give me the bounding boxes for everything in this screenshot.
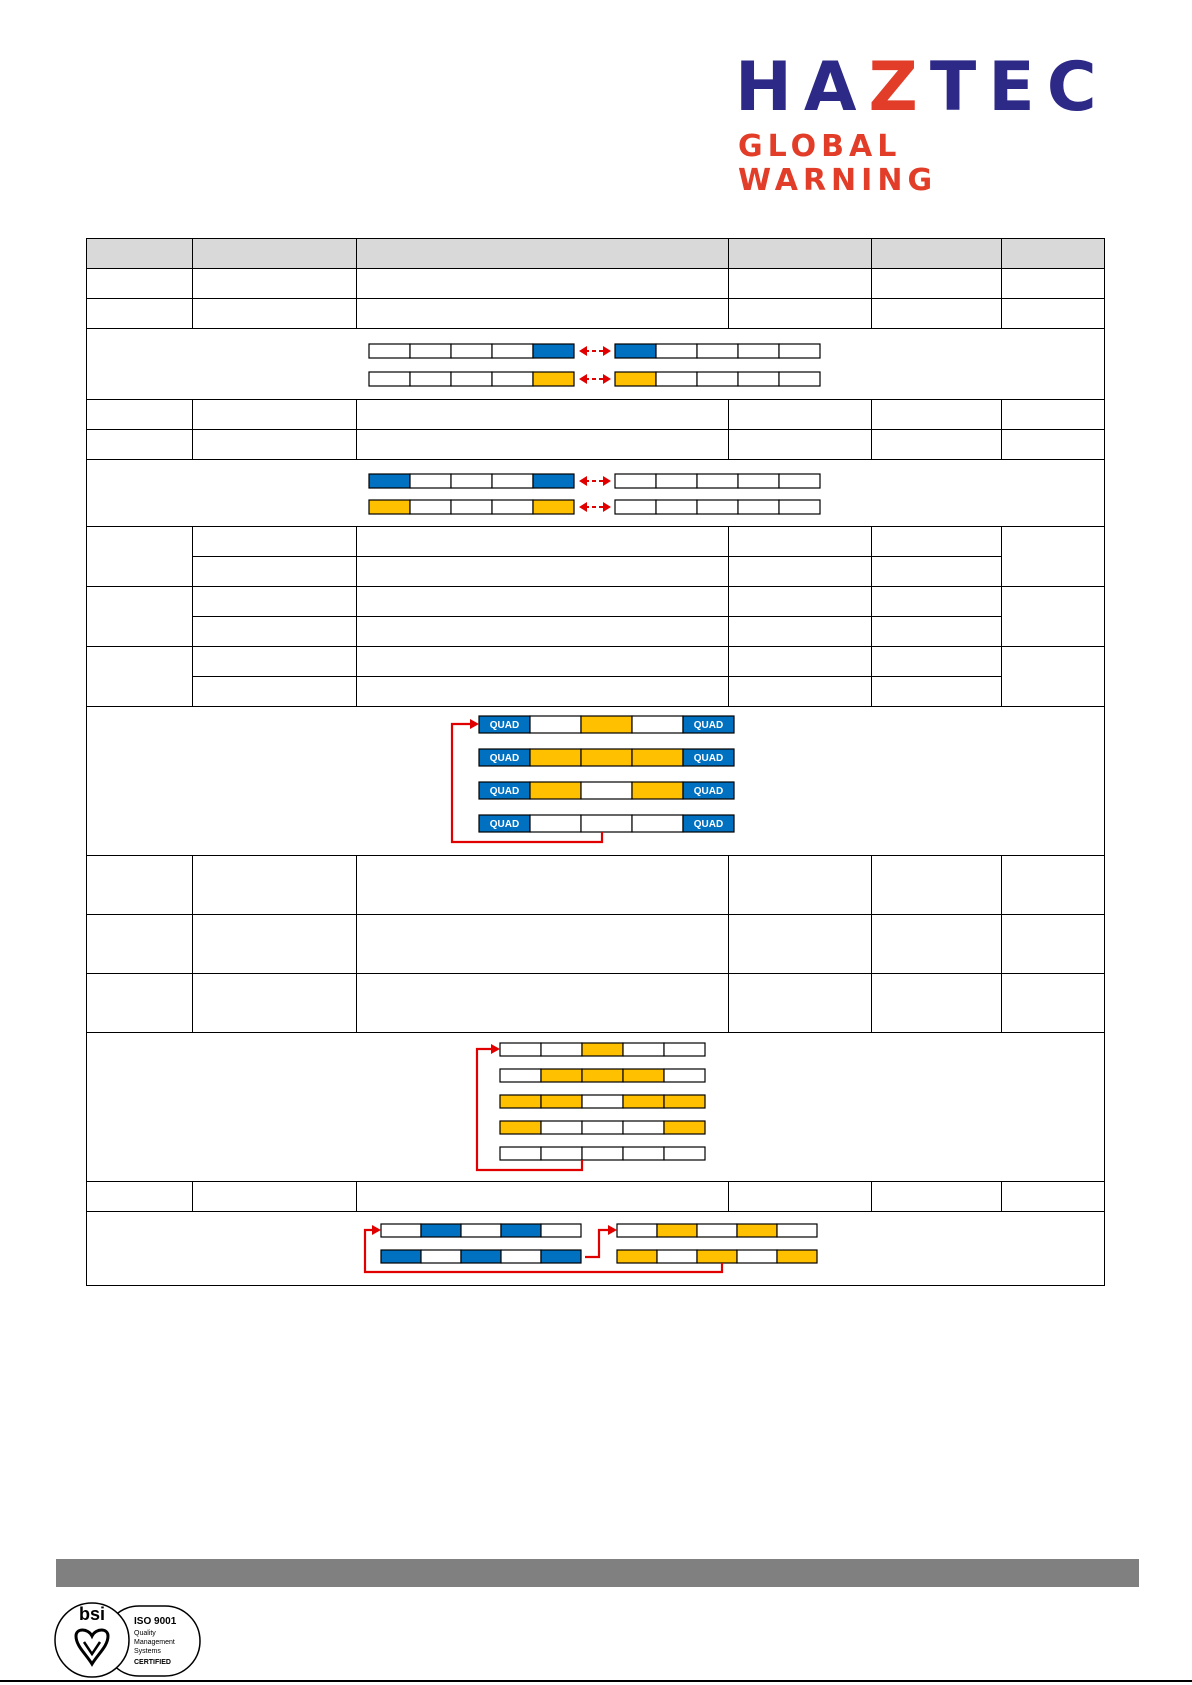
table-cell bbox=[729, 400, 872, 430]
table-cell bbox=[1002, 856, 1105, 915]
blue-strip-left-segment bbox=[369, 344, 410, 358]
quad-middle-segment bbox=[530, 815, 581, 832]
blue-strip-left-segment bbox=[410, 474, 451, 488]
table-cell bbox=[193, 557, 357, 587]
quad-middle-segment bbox=[632, 749, 683, 766]
sequence-strip-segment bbox=[582, 1147, 623, 1160]
sequence-strip-segment bbox=[623, 1121, 664, 1134]
amber-strip-right-segment bbox=[615, 500, 656, 514]
amber-strip-left-segment bbox=[369, 372, 410, 386]
table-cell bbox=[872, 974, 1002, 1033]
amber-strip-bottom-segment bbox=[657, 1250, 697, 1263]
expanding-sequence-diagram bbox=[87, 1033, 1105, 1181]
arrow-head-left bbox=[579, 502, 587, 512]
arrow-head-left bbox=[579, 346, 587, 356]
header-cell bbox=[357, 239, 729, 269]
table-cell bbox=[357, 856, 729, 915]
sequence-strip-segment bbox=[541, 1069, 582, 1082]
table-cell bbox=[357, 677, 729, 707]
table-cell bbox=[872, 677, 1002, 707]
blue-strip-right-segment bbox=[738, 344, 779, 358]
table-cell bbox=[357, 587, 729, 617]
alternating-end-diagram bbox=[87, 329, 1105, 399]
amber-strip-left-segment bbox=[533, 372, 574, 386]
sequence-strip-segment bbox=[500, 1121, 541, 1134]
blue-strip-right-segment bbox=[697, 344, 738, 358]
alternating-pattern-diagram bbox=[87, 1212, 1105, 1285]
sequence-strip-segment bbox=[541, 1095, 582, 1108]
table-row bbox=[87, 400, 1105, 430]
diagram-row bbox=[87, 1212, 1105, 1286]
table-cell bbox=[729, 430, 872, 460]
table-cell bbox=[872, 617, 1002, 647]
bsi-iso9001-certification-mark bbox=[54, 1598, 204, 1682]
amber-strip-left-segment bbox=[492, 372, 533, 386]
sequence-strip-segment bbox=[500, 1069, 541, 1082]
table-cell bbox=[193, 974, 357, 1033]
table-row bbox=[87, 856, 1105, 915]
table-cell bbox=[357, 400, 729, 430]
amber-strip-right-segment bbox=[738, 372, 779, 386]
table-cell bbox=[872, 915, 1002, 974]
table-cell bbox=[1002, 430, 1105, 460]
table-cell bbox=[872, 430, 1002, 460]
amber-strip-right-segment bbox=[697, 500, 738, 514]
table-cell bbox=[1002, 299, 1105, 329]
table-cell bbox=[729, 269, 872, 299]
blue-strip-top-segment bbox=[501, 1224, 541, 1237]
iso-certified-text: CERTIFIED bbox=[134, 1659, 171, 1666]
quad-label: QUAD bbox=[693, 720, 724, 731]
diagram-row bbox=[87, 329, 1105, 400]
table-cell bbox=[729, 557, 872, 587]
table-cell bbox=[729, 677, 872, 707]
blue-strip-right-segment bbox=[779, 474, 820, 488]
sequence-strip-segment bbox=[541, 1121, 582, 1134]
arrow-head-right bbox=[603, 502, 611, 512]
iso-standard-text: ISO 9001 bbox=[134, 1616, 177, 1627]
quad-label: QUAD bbox=[693, 753, 724, 764]
table-cell bbox=[193, 430, 357, 460]
table-row bbox=[87, 647, 1105, 677]
table-cell bbox=[872, 527, 1002, 557]
table-cell bbox=[87, 915, 193, 974]
table-cell bbox=[193, 400, 357, 430]
table-cell bbox=[729, 856, 872, 915]
diagram-cell bbox=[87, 707, 1105, 856]
table-cell bbox=[729, 617, 872, 647]
header-cell bbox=[87, 239, 193, 269]
amber-strip-right-segment bbox=[738, 500, 779, 514]
blue-strip-bottom-segment bbox=[461, 1250, 501, 1263]
blue-strip-right-segment bbox=[656, 474, 697, 488]
amber-strip-right-segment bbox=[615, 372, 656, 386]
header-cell bbox=[872, 239, 1002, 269]
blue-strip-left-segment bbox=[451, 344, 492, 358]
blue-strip-top-segment bbox=[461, 1224, 501, 1237]
blue-strip-top-segment bbox=[541, 1224, 581, 1237]
table-cell bbox=[87, 1182, 193, 1212]
sequence-strip-segment bbox=[500, 1095, 541, 1108]
table-cell bbox=[193, 527, 357, 557]
sequence-strip-segment bbox=[664, 1121, 705, 1134]
blue-strip-left-segment bbox=[492, 474, 533, 488]
table-cell bbox=[729, 915, 872, 974]
amber-strip-left-segment bbox=[451, 372, 492, 386]
quad-middle-segment bbox=[581, 749, 632, 766]
haztec-logo bbox=[735, 48, 1115, 198]
table-cell bbox=[1002, 915, 1105, 974]
sequence-strip-segment bbox=[623, 1069, 664, 1082]
blue-strip-bottom-segment bbox=[421, 1250, 461, 1263]
arrow-head-left bbox=[579, 374, 587, 384]
table-row bbox=[87, 974, 1105, 1033]
table-cell bbox=[87, 856, 193, 915]
table-cell bbox=[87, 269, 193, 299]
quad-middle-segment bbox=[581, 716, 632, 733]
arrow-head-right bbox=[603, 374, 611, 384]
table-row bbox=[87, 557, 1105, 587]
table-cell bbox=[872, 400, 1002, 430]
table-cell bbox=[87, 400, 193, 430]
table-cell bbox=[193, 1182, 357, 1212]
quad-middle-segment bbox=[581, 782, 632, 799]
table-row bbox=[87, 915, 1105, 974]
loop-arrow-head bbox=[491, 1044, 500, 1054]
diagram-cell bbox=[87, 329, 1105, 400]
sequence-strip-segment bbox=[582, 1069, 623, 1082]
quad-label: QUAD bbox=[489, 753, 520, 764]
table-cell bbox=[729, 647, 872, 677]
iso-line-3: Systems bbox=[134, 1648, 161, 1655]
logo-wordmark: HAZTEC bbox=[735, 48, 1109, 127]
table-cell bbox=[729, 527, 872, 557]
table-cell bbox=[193, 856, 357, 915]
quad-middle-segment bbox=[632, 716, 683, 733]
table-cell bbox=[872, 299, 1002, 329]
amber-strip-left-segment bbox=[410, 500, 451, 514]
sequence-strip-segment bbox=[623, 1147, 664, 1160]
table-cell bbox=[357, 1182, 729, 1212]
table-cell bbox=[872, 269, 1002, 299]
quad-middle-segment bbox=[530, 716, 581, 733]
amber-strip-left-segment bbox=[410, 372, 451, 386]
sequence-strip-segment bbox=[500, 1043, 541, 1056]
table-cell bbox=[193, 915, 357, 974]
sequence-strip-segment bbox=[623, 1043, 664, 1056]
table-cell bbox=[87, 527, 193, 587]
amber-strip-right-segment bbox=[779, 372, 820, 386]
table-cell bbox=[1002, 269, 1105, 299]
quad-middle-segment bbox=[581, 815, 632, 832]
diagram-cell bbox=[87, 460, 1105, 527]
blue-strip-right-segment bbox=[697, 474, 738, 488]
diagram-row bbox=[87, 707, 1105, 856]
quad-middle-segment bbox=[530, 782, 581, 799]
table-cell bbox=[729, 974, 872, 1033]
table-header-row bbox=[87, 239, 1105, 269]
table-cell bbox=[357, 557, 729, 587]
blue-strip-right-segment bbox=[738, 474, 779, 488]
diagram-row bbox=[87, 1033, 1105, 1182]
blue-strip-bottom-segment bbox=[501, 1250, 541, 1263]
arrow-head-right bbox=[603, 476, 611, 486]
table-row bbox=[87, 1182, 1105, 1212]
table-cell bbox=[193, 299, 357, 329]
sequence-strip-segment bbox=[582, 1095, 623, 1108]
table-cell bbox=[872, 587, 1002, 617]
sequence-strip-segment bbox=[541, 1043, 582, 1056]
table-cell bbox=[872, 557, 1002, 587]
amber-strip-right-segment bbox=[656, 372, 697, 386]
iso-line-2: Management bbox=[134, 1639, 175, 1646]
table-cell bbox=[357, 299, 729, 329]
blue-strip-right-segment bbox=[779, 344, 820, 358]
table-cell bbox=[729, 1182, 872, 1212]
amber-strip-right-segment bbox=[697, 372, 738, 386]
table-cell bbox=[357, 269, 729, 299]
header-cell bbox=[193, 239, 357, 269]
table-cell bbox=[357, 974, 729, 1033]
amber-strip-top-segment bbox=[777, 1224, 817, 1237]
table-cell bbox=[1002, 527, 1105, 587]
amber-strip-top-segment bbox=[697, 1224, 737, 1237]
table-cell bbox=[1002, 1182, 1105, 1212]
blue-strip-left-segment bbox=[410, 344, 451, 358]
blue-strip-right-segment bbox=[615, 344, 656, 358]
table-cell bbox=[872, 1182, 1002, 1212]
bsi-text: bsi bbox=[78, 1604, 106, 1624]
amber-strip-top-segment bbox=[657, 1224, 697, 1237]
table-cell bbox=[357, 647, 729, 677]
table-cell bbox=[193, 587, 357, 617]
table-cell bbox=[1002, 974, 1105, 1033]
table-cell bbox=[87, 647, 193, 707]
amber-strip-bottom-segment bbox=[737, 1250, 777, 1263]
sequence-strip-segment bbox=[664, 1043, 705, 1056]
sequence-strip-segment bbox=[582, 1043, 623, 1056]
amber-strip-bottom-segment bbox=[697, 1250, 737, 1263]
table-row bbox=[87, 677, 1105, 707]
amber-strip-top-segment bbox=[617, 1224, 657, 1237]
amber-strip-left-segment bbox=[492, 500, 533, 514]
table-cell bbox=[729, 587, 872, 617]
table-cell bbox=[872, 856, 1002, 915]
table-cell bbox=[193, 647, 357, 677]
diagram-cell bbox=[87, 1033, 1105, 1182]
blue-strip-left-segment bbox=[492, 344, 533, 358]
amber-strip-top-segment bbox=[737, 1224, 777, 1237]
sequence-strip-segment bbox=[664, 1069, 705, 1082]
quad-label: QUAD bbox=[693, 819, 724, 830]
amber-strip-right-segment bbox=[656, 500, 697, 514]
connector-arrow-line bbox=[585, 1230, 609, 1257]
table-cell bbox=[357, 527, 729, 557]
sequence-strip-segment bbox=[582, 1121, 623, 1134]
diagram-row bbox=[87, 460, 1105, 527]
blue-strip-bottom-segment bbox=[381, 1250, 421, 1263]
table-cell bbox=[872, 647, 1002, 677]
quad-middle-segment bbox=[632, 782, 683, 799]
table-row bbox=[87, 430, 1105, 460]
header-cell bbox=[1002, 239, 1105, 269]
amber-strip-right-segment bbox=[779, 500, 820, 514]
connector-arrow-head bbox=[608, 1225, 617, 1235]
both-ends-diagram bbox=[87, 460, 1105, 526]
table-cell bbox=[87, 430, 193, 460]
quad-middle-segment bbox=[632, 815, 683, 832]
table-cell bbox=[87, 587, 193, 647]
table-cell bbox=[357, 915, 729, 974]
quad-label: QUAD bbox=[693, 786, 724, 797]
quad-label: QUAD bbox=[489, 819, 520, 830]
blue-strip-top-segment bbox=[381, 1224, 421, 1237]
amber-strip-bottom-segment bbox=[617, 1250, 657, 1263]
table-row bbox=[87, 299, 1105, 329]
table-cell bbox=[357, 430, 729, 460]
sequence-strip-segment bbox=[623, 1095, 664, 1108]
table-row bbox=[87, 587, 1105, 617]
blue-strip-left-segment bbox=[369, 474, 410, 488]
table-cell bbox=[87, 974, 193, 1033]
footer-bar bbox=[56, 1559, 1139, 1587]
table-row bbox=[87, 617, 1105, 647]
table-cell bbox=[1002, 647, 1105, 707]
arrow-head-right bbox=[603, 346, 611, 356]
sequence-strip-segment bbox=[500, 1147, 541, 1160]
table-cell bbox=[87, 299, 193, 329]
table-cell bbox=[1002, 587, 1105, 647]
blue-strip-left-segment bbox=[451, 474, 492, 488]
table-row bbox=[87, 527, 1105, 557]
sequence-strip-segment bbox=[664, 1095, 705, 1108]
amber-strip-left-segment bbox=[533, 500, 574, 514]
blue-strip-right-segment bbox=[615, 474, 656, 488]
quad-label: QUAD bbox=[489, 786, 520, 797]
table-cell bbox=[357, 617, 729, 647]
amber-strip-left-segment bbox=[451, 500, 492, 514]
blue-strip-right-segment bbox=[656, 344, 697, 358]
table-cell bbox=[729, 299, 872, 329]
table-cell bbox=[193, 677, 357, 707]
logo-tagline: GLOBAL WARNING bbox=[738, 129, 938, 198]
amber-strip-left-segment bbox=[369, 500, 410, 514]
header-cell bbox=[729, 239, 872, 269]
blue-strip-top-segment bbox=[421, 1224, 461, 1237]
iso-line-1: Quality bbox=[134, 1630, 156, 1637]
sequence-strip-segment bbox=[664, 1147, 705, 1160]
blue-strip-bottom-segment bbox=[541, 1250, 581, 1263]
table-row bbox=[87, 269, 1105, 299]
warning-pattern-table bbox=[86, 238, 1105, 1286]
diagram-cell bbox=[87, 1212, 1105, 1286]
page-bottom-rule bbox=[0, 1680, 1192, 1682]
sequence-strip-segment bbox=[541, 1147, 582, 1160]
arrow-head-left bbox=[579, 476, 587, 486]
quad-sequence-diagram bbox=[87, 707, 1105, 855]
quad-label: QUAD bbox=[489, 720, 520, 731]
quad-middle-segment bbox=[530, 749, 581, 766]
table-cell bbox=[193, 617, 357, 647]
blue-strip-left-segment bbox=[533, 344, 574, 358]
amber-strip-bottom-segment bbox=[777, 1250, 817, 1263]
loop-arrow-head bbox=[470, 719, 479, 729]
blue-strip-left-segment bbox=[533, 474, 574, 488]
table-cell bbox=[193, 269, 357, 299]
table-cell bbox=[1002, 400, 1105, 430]
loop-arrow-head bbox=[372, 1225, 381, 1235]
